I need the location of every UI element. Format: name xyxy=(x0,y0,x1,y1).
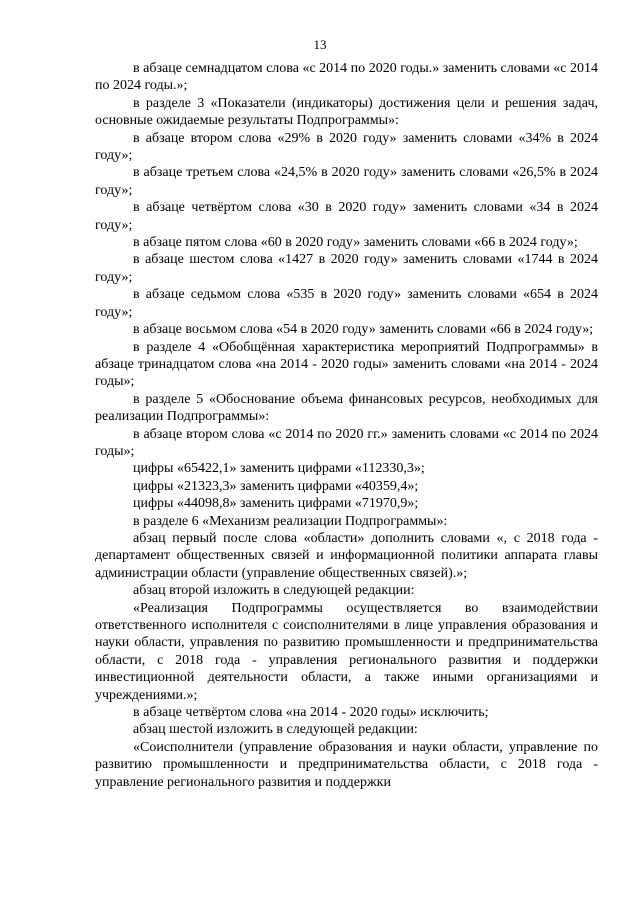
page-number: 13 xyxy=(313,37,327,52)
paragraph: «Соисполнители (управление образования и науки области, управление по развитию промышленности и предпринимательства области, с 2018 года - управление регионального развития и поддержки xyxy=(95,739,598,790)
paragraph: в абзаце семнадцатом слова «с 2014 по 2020 годы.» заменить словами «с 2014 по 2024 годы.»; xyxy=(95,61,598,94)
paragraph: в разделе 4 «Обобщённая характеристика мероприятий Подпрограммы» в абзаце тринадцатом слова «на 2014 - 2020 годы» заменить словами «на 2014 - 2024 годы»; xyxy=(95,339,598,390)
paragraph: в абзаце четвёртом слова «на 2014 - 2020 годы» исключить; xyxy=(133,705,489,721)
paragraph: в разделе 3 «Показатели (индикаторы) достижения цели и решения задач, основные ожидаемые результаты Подпрограммы»: xyxy=(95,95,598,129)
paragraph: в разделе 5 «Обоснование объема финансовых ресурсов, необходимых для реализации Подпрограммы»: xyxy=(95,391,598,425)
paragraph: цифры «21323,3» заменить цифрами «40359,4»; xyxy=(133,478,419,494)
paragraph: в абзаце седьмом слова «535 в 2020 году» заменить словами «654 в 2024 году»; xyxy=(95,287,598,320)
paragraph: абзац шестой изложить в следующей редакции: xyxy=(133,722,418,738)
paragraph: в абзаце втором слова «29% в 2020 году» заменить словами «34% в 2024 году»; xyxy=(95,130,598,164)
paragraph: в абзаце пятом слова «60 в 2020 году» заменить словами «66 в 2024 году»; xyxy=(133,235,578,251)
paragraph: в абзаце втором слова «с 2014 по 2020 гг.» заменить словами «с 2014 по 2024 годы»; xyxy=(95,426,598,459)
paragraph: в абзаце четвёртом слова «30 в 2020 году» заменить словами «34 в 2024 году»; xyxy=(95,200,598,233)
paragraph: абзац первый после слова «области» дополнить словами «, с 2018 года - департамент общественных связей и информационной политики аппарата главы администрации области (управление общественных связей).»; xyxy=(95,530,598,581)
paragraph: «Реализация Подпрограммы осуществляется во взаимодействии ответственного исполнителя с соисполнителями в лице управления образования и науки области, управления по развитию промышленности и предпринимательства области, с 2018 года - управления регионального развития и поддержки инвестиционной деятельности области, а также иными организациями и учреждениями.»; xyxy=(95,600,598,703)
paragraph: в абзаце третьем слова «24,5% в 2020 году» заменить словами «26,5% в 2024 году»; xyxy=(95,165,598,198)
paragraph: в абзаце восьмом слова «54 в 2020 году» заменить словами «66 в 2024 году»; xyxy=(133,322,594,338)
paragraph: абзац второй изложить в следующей редакции: xyxy=(133,583,415,599)
paragraph: в абзаце шестом слова «1427 в 2020 году» заменить словами «1744 в 2024 году»; xyxy=(95,252,598,285)
paragraph: в разделе 6 «Механизм реализации Подпрограммы»: xyxy=(133,513,448,529)
document-body xyxy=(95,60,598,791)
paragraph: цифры «65422,1» заменить цифрами «112330,3»; xyxy=(133,461,425,477)
paragraph: цифры «44098,8» заменить цифрами «71970,9»; xyxy=(133,496,419,512)
